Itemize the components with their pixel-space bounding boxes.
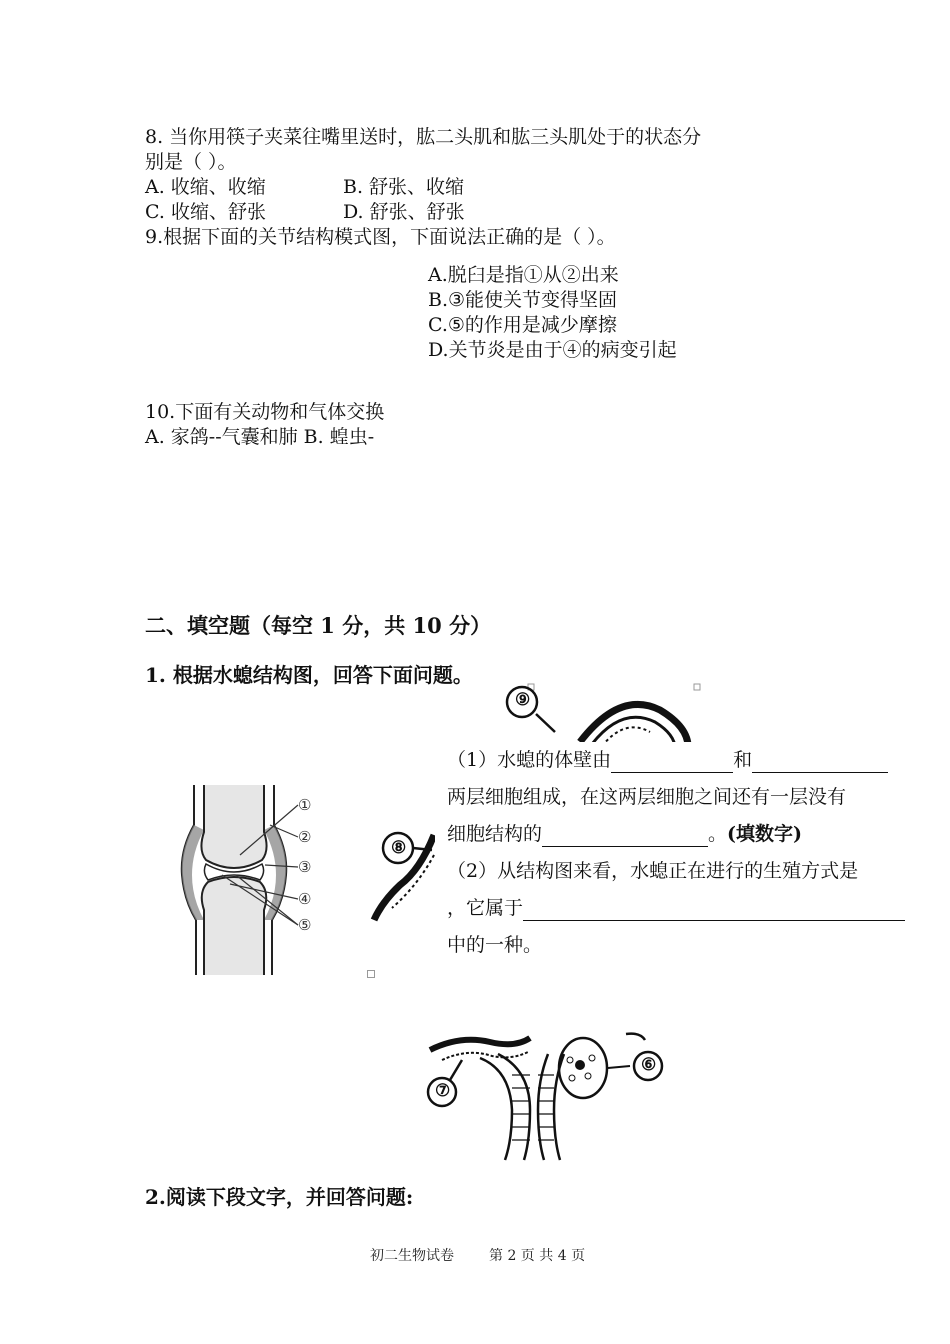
blank-3[interactable] [542,826,708,847]
footer-page: 第 2 页 共 4 页 [489,1248,586,1264]
q1-part1-line3: 细胞结构的 。(填数字) [447,823,803,845]
q8-stem-line1: 8. 当你用筷子夹菜往嘴里送时，肱二头肌和肱三头肌处于的状态分 [145,126,702,148]
q8-option-c: C. 收缩、舒张 [145,201,266,223]
q1-part2-line2: ，它属于 [447,896,905,921]
image-handle [367,970,375,978]
q1-part1-line2: 两层细胞组成，在这两层细胞之间还有一层没有 [447,786,847,808]
q8-option-a: A. 收缩、收缩 [145,176,266,198]
footer-left: 初二生物试卷 [370,1248,454,1264]
q10-options: A. 家鸽--气囊和肺 B. 蝗虫- [145,426,375,448]
q2-title: 2.阅读下段文字，并回答问题: [145,1185,414,1209]
q9-option-c: C.⑤的作用是减少摩擦 [428,314,617,336]
hydra-label-7: ⑦ [435,1081,451,1101]
joint-label-2: ② [298,828,312,846]
joint-label-3: ③ [298,858,312,876]
section-2-title: 二、填空题（每空 1 分，共 10 分） [145,613,492,638]
joint-label-1: ① [298,796,312,814]
blank-1[interactable] [611,752,733,773]
q8-option-d: D. 舒张、舒张 [343,201,465,223]
hydra-label-9: ⑨ [515,690,531,710]
q8-option-b: B. 舒张、收缩 [343,176,465,198]
hydra-diagram-bottom [420,1030,670,1165]
q9-stem: 9.根据下面的关节结构模式图，下面说法正确的是（ ）。 [145,226,616,248]
q1-part2-line1: （2）从结构图来看，水螅正在进行的生殖方式是 [447,860,859,882]
q1-part2-line3: 中的一种。 [447,934,543,956]
blank-4[interactable] [523,900,905,921]
joint-label-5: ⑤ [298,916,312,934]
joint-label-4: ④ [298,890,312,908]
q1-text-box [435,742,913,962]
q8-stem-line2: 别是（ ）。 [145,151,237,173]
q9-option-a: A.脱臼是指①从②出来 [428,264,619,286]
hydra-label-6: ⑥ [641,1055,657,1075]
q1-title: 1. 根据水螅结构图，回答下面问题。 [145,663,473,687]
blank-2[interactable] [752,752,888,773]
q10-stem: 10.下面有关动物和气体交换 [145,401,385,423]
q9-option-d: D.关节炎是由于④的病变引起 [428,339,677,361]
q1-part1-line1: （1）水螅的体壁由 和 [447,748,888,773]
hydra-label-8: ⑧ [391,838,407,858]
q9-option-b: B.③能使关节变得坚固 [428,289,618,311]
